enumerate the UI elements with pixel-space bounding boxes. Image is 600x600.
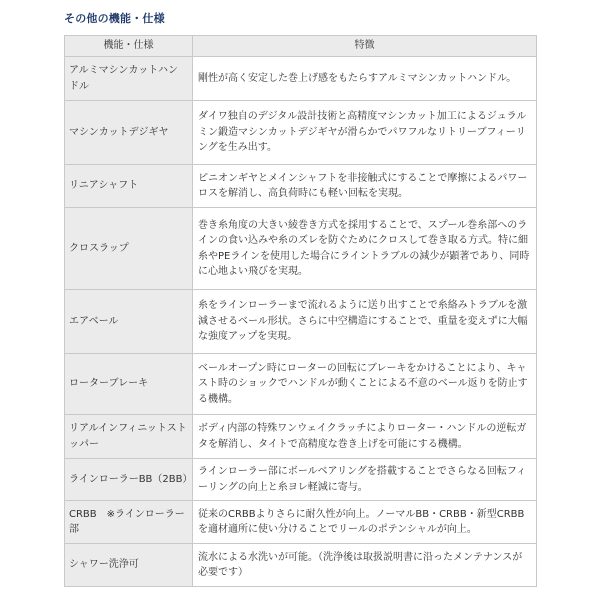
table-row	[65, 354, 537, 415]
spec-table	[64, 35, 537, 587]
feature-name: エアベール	[65, 290, 193, 354]
feature-name: アルミマシンカットハンドル	[65, 57, 193, 101]
table-row	[65, 415, 537, 459]
feature-detail: ラインローラー部にボールベアリングを搭載することでさらなる回転フィーリングの向上と糸ヨレ軽減に寄与。	[193, 459, 537, 501]
table-row	[65, 290, 537, 354]
feature-detail: 剛性が高く安定した巻上げ感をもたらすアルミマシンカットハンドル。	[193, 57, 537, 101]
section-title: その他の機能・仕様	[64, 12, 165, 25]
table-row	[65, 101, 537, 165]
feature-name: リアルインフィニットストッパー	[65, 415, 193, 459]
feature-name: シャワー洗浄可	[65, 544, 193, 587]
feature-detail: ベールオープン時にローターの回転にブレーキをかけることにより、キャスト時のショックでハンドルが動くことによる不意のベール返りを防止する機構。	[193, 354, 537, 415]
header-detail: 特徴	[193, 36, 537, 57]
feature-detail: 流水による水洗いが可能。（洗浄後は取扱説明書に沿ったメンテナンスが必要です）	[193, 544, 537, 587]
feature-name: マシンカットデジギヤ	[65, 101, 193, 165]
table-row	[65, 208, 537, 290]
feature-name: ラインローラーBB（2BB）	[65, 459, 193, 501]
feature-name: ローターブレーキ	[65, 354, 193, 415]
feature-detail: ピニオンギヤとメインシャフトを非接触式にすることで摩擦によるパワーロスを解消し、高負荷時にも軽い回転を実現。	[193, 165, 537, 208]
feature-detail: ダイワ独自のデジタル設計技術と高精度マシンカット加工によるジュラルミン鍛造マシンカットデジギヤが滑らかでパワフルなリトリーブフィーリングを生み出す。	[193, 101, 537, 165]
feature-name: クロスラップ	[65, 208, 193, 290]
table-row	[65, 165, 537, 208]
feature-name: CRBB ※ラインローラー部	[65, 501, 193, 544]
header-feature: 機能・仕様	[65, 36, 193, 57]
feature-detail: 巻き糸角度の大きい綾巻き方式を採用することで、スプール巻糸部へのラインの食い込みや糸のズレを防ぐためにクロスして巻き取る方式。特に細糸やPEラインを使用した場合にライントラブルの減少が顕著であり、同時に心地よい飛びを実現。	[193, 208, 537, 290]
table-row	[65, 459, 537, 501]
feature-name: リニアシャフト	[65, 165, 193, 208]
table-row	[65, 544, 537, 587]
feature-detail: 糸をラインローラーまで流れるように送り出すことで糸絡みトラブルを激減させるベール形状。さらに中空構造にすることで、重量を変えずに大幅な強度アップを実現。	[193, 290, 537, 354]
table-row	[65, 501, 537, 544]
feature-detail: ボディ内部の特殊ワンウェイクラッチによりローター・ハンドルの逆転ガタを解消し、タイトで高精度な巻き上げを可能にする機構。	[193, 415, 537, 459]
table-header-row	[65, 36, 537, 57]
feature-detail: 従来のCRBBよりさらに耐久性が向上。ノーマルBB・CRBB・新型CRBBを適材適所に使い分けることでリールのポテンシャルが向上。	[193, 501, 537, 544]
table-row	[65, 57, 537, 101]
